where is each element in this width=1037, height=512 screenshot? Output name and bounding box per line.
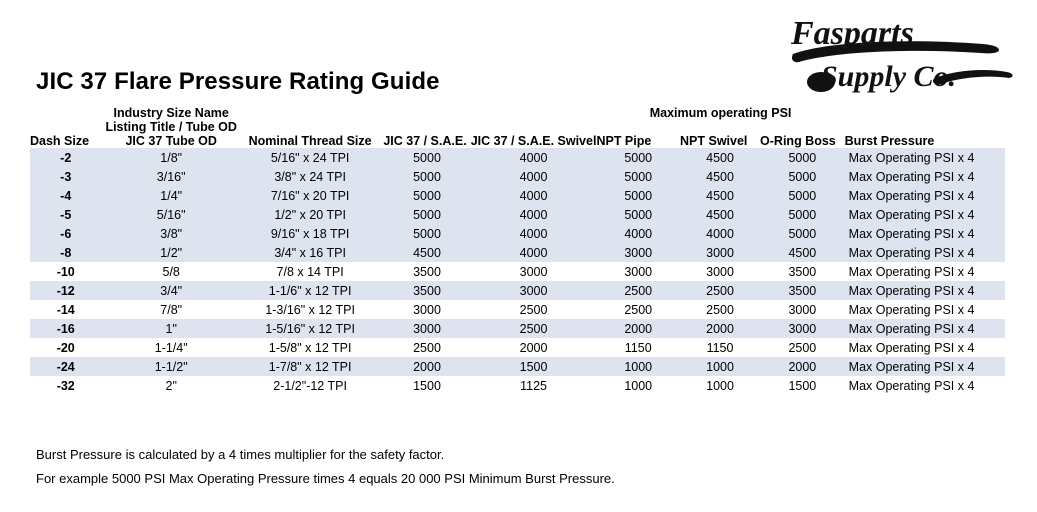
table-row (30, 357, 1005, 376)
cell-npt-swivel: 1000 (706, 378, 734, 393)
cell-thread: 7/16" x 20 TPI (237, 186, 383, 205)
listing-title-tube-od-label: Listing Title / Tube OD (105, 120, 237, 134)
col-header-npt-swivel: NPT Swivel (680, 134, 748, 148)
cell-thread: 1-3/16" x 12 TPI (265, 302, 355, 317)
cell-tube-od: 1/2" (105, 243, 236, 262)
cell-sae: 5000 (383, 224, 470, 243)
cell-burst: Max Operating PSI x 4 (845, 186, 1005, 205)
cell-tube-od: 5/8 (162, 264, 180, 279)
spacer-cell (760, 120, 845, 134)
cell-npt: 1000 (596, 357, 680, 376)
cell-npt-swivel: 4500 (680, 205, 760, 224)
logo-artwork (785, 8, 1015, 100)
cell-dash-size: -6 (30, 224, 105, 243)
table-body (30, 148, 1005, 395)
header-column-row (30, 134, 1005, 148)
max-operating-psi-label: Maximum operating PSI (649, 106, 792, 120)
cell-sae: 3500 (413, 264, 441, 279)
cell-sae-swivel: 2500 (471, 319, 597, 338)
cell-npt-swivel: 1150 (706, 340, 734, 355)
cell-dash-size: -4 (30, 186, 105, 205)
table-row (30, 376, 1005, 395)
cell-thread: 9/16" x 18 TPI (237, 224, 383, 243)
cell-sae-swivel: 4000 (471, 205, 597, 224)
cell-npt: 3000 (624, 264, 653, 279)
cell-burst: Max Operating PSI x 4 (848, 340, 975, 355)
col-header-npt-pipe: NPT Pipe (596, 134, 652, 148)
cell-burst: Max Operating PSI x 4 (845, 319, 1005, 338)
cell-dash-size: -3 (30, 167, 105, 186)
cell-sae: 3500 (383, 281, 470, 300)
spacer-cell (383, 106, 470, 120)
cell-oring: 5000 (760, 167, 845, 186)
spacer-cell (680, 120, 760, 134)
cell-npt-swivel: 1000 (680, 357, 760, 376)
cell-thread: 2-1/2"-12 TPI (273, 378, 347, 393)
cell-dash-size: -32 (56, 378, 75, 393)
cell-burst: Max Operating PSI x 4 (845, 281, 1005, 300)
cell-sae-swivel: 4000 (471, 224, 597, 243)
table-row (30, 186, 1005, 205)
table-row (30, 281, 1005, 300)
spacer-cell (30, 120, 105, 134)
cell-npt-swivel: 3000 (706, 264, 734, 279)
cell-burst: Max Operating PSI x 4 (845, 148, 1005, 167)
note-line-2: For example 5000 PSI Max Operating Pressure times 4 equals 20 000 PSI Minimum Burst Pressure. (36, 471, 615, 486)
spacer-cell (845, 106, 1005, 120)
table-row (30, 167, 1005, 186)
col-header-o-ring-boss: O-Ring Boss (760, 134, 836, 148)
cell-oring: 2500 (788, 340, 817, 355)
cell-sae-swivel: 4000 (471, 243, 597, 262)
pressure-rating-table (30, 106, 1005, 395)
cell-thread: 1-5/8" x 12 TPI (268, 340, 352, 355)
cell-sae: 2000 (383, 357, 470, 376)
cell-oring: 5000 (760, 148, 845, 167)
cell-npt: 5000 (596, 205, 680, 224)
cell-oring: 2000 (760, 357, 845, 376)
table-row (30, 338, 1005, 357)
cell-sae-swivel: 4000 (471, 186, 597, 205)
cell-tube-od: 3/4" (105, 281, 236, 300)
fasparts-logo (785, 8, 1015, 100)
cell-npt-swivel: 2000 (680, 319, 760, 338)
cell-dash-size: -5 (30, 205, 105, 224)
cell-dash-size: -14 (56, 302, 75, 317)
cell-sae: 3000 (383, 319, 470, 338)
col-header-dash-size: Dash Size (30, 134, 90, 148)
cell-sae: 1500 (413, 378, 441, 393)
cell-dash-size: -8 (30, 243, 105, 262)
col-header-nominal-thread-size: Nominal Thread Size (248, 134, 372, 148)
cell-sae-swivel: 4000 (471, 148, 597, 167)
cell-sae-swivel: 2000 (519, 340, 548, 355)
footer-notes (36, 443, 615, 491)
cell-sae: 5000 (383, 148, 470, 167)
cell-npt: 2500 (596, 281, 680, 300)
cell-thread: 1-5/16" x 12 TPI (237, 319, 383, 338)
spacer-cell (596, 120, 680, 134)
cell-npt-swivel: 4000 (680, 224, 760, 243)
cell-dash-size: -20 (56, 340, 75, 355)
cell-thread: 3/4" x 16 TPI (237, 243, 383, 262)
cell-thread: 3/8" x 24 TPI (237, 167, 383, 186)
spacer-cell (237, 106, 383, 120)
header-group-row-1 (30, 106, 1005, 120)
cell-sae: 3000 (413, 302, 441, 317)
cell-burst: Max Operating PSI x 4 (848, 378, 975, 393)
page-title: JIC 37 Flare Pressure Rating Guide (36, 68, 440, 95)
cell-npt: 2000 (596, 319, 680, 338)
cell-npt: 1150 (624, 340, 652, 355)
cell-sae-swivel: 2500 (519, 302, 548, 317)
cell-tube-od: 7/8" (160, 302, 183, 317)
cell-npt-swivel: 4500 (680, 148, 760, 167)
industry-size-name-label: Industry Size Name (113, 106, 229, 120)
cell-sae-swivel: 3000 (519, 264, 548, 279)
col-header-jic-sae: JIC 37 / S.A.E. (383, 134, 467, 148)
spacer-cell (471, 120, 597, 134)
cell-thread: 5/16" x 24 TPI (237, 148, 383, 167)
col-header-burst-pressure: Burst Pressure (844, 134, 935, 148)
cell-oring: 5000 (760, 205, 845, 224)
table-row (30, 300, 1005, 319)
table-header (30, 106, 1005, 148)
cell-sae-swivel: 1125 (520, 378, 548, 393)
cell-npt: 5000 (596, 186, 680, 205)
cell-oring: 3000 (788, 302, 817, 317)
cell-tube-od: 1-1/2" (105, 357, 236, 376)
table-row (30, 262, 1005, 281)
cell-oring: 4500 (760, 243, 845, 262)
cell-npt: 2500 (624, 302, 653, 317)
cell-burst: Max Operating PSI x 4 (845, 243, 1005, 262)
cell-thread: 1-7/8" x 12 TPI (237, 357, 383, 376)
col-header-jic-sae-swivel: JIC 37 / S.A.E. Swivel (470, 134, 597, 148)
cell-sae-swivel: 4000 (471, 167, 597, 186)
cell-sae-swivel: 3000 (471, 281, 597, 300)
cell-npt-swivel: 4500 (680, 167, 760, 186)
table-row (30, 243, 1005, 262)
cell-tube-od: 5/16" (105, 205, 236, 224)
cell-sae: 4500 (383, 243, 470, 262)
cell-oring: 3500 (788, 264, 817, 279)
cell-tube-od: 1-1/4" (154, 340, 188, 355)
cell-tube-od: 1" (105, 319, 236, 338)
cell-thread: 7/8 x 14 TPI (276, 264, 344, 279)
logo-text-line2: Supply Co. (821, 60, 957, 93)
cell-dash-size: -24 (30, 357, 105, 376)
cell-npt: 1000 (624, 378, 653, 393)
spacer-cell (845, 120, 1005, 134)
cell-sae: 2500 (413, 340, 441, 355)
cell-dash-size: -12 (30, 281, 105, 300)
cell-sae: 5000 (383, 205, 470, 224)
cell-thread: 1/2" x 20 TPI (237, 205, 383, 224)
cell-npt-swivel: 2500 (706, 302, 734, 317)
cell-burst: Max Operating PSI x 4 (848, 302, 975, 317)
cell-tube-od: 3/8" (105, 224, 236, 243)
logo-text-line1: Fasparts (791, 15, 914, 52)
cell-tube-od: 2" (165, 378, 177, 393)
cell-npt-swivel: 2500 (680, 281, 760, 300)
cell-burst: Max Operating PSI x 4 (845, 167, 1005, 186)
cell-thread: 1-1/6" x 12 TPI (237, 281, 383, 300)
spacer-cell (383, 120, 470, 134)
table-row (30, 205, 1005, 224)
cell-sae: 5000 (383, 186, 470, 205)
note-line-1: Burst Pressure is calculated by a 4 times multiplier for the safety factor. (36, 447, 445, 462)
cell-oring: 5000 (760, 224, 845, 243)
cell-burst: Max Operating PSI x 4 (845, 205, 1005, 224)
cell-burst: Max Operating PSI x 4 (845, 357, 1005, 376)
cell-sae-swivel: 1500 (471, 357, 597, 376)
cell-npt-swivel: 3000 (680, 243, 760, 262)
cell-tube-od: 3/16" (105, 167, 236, 186)
cell-oring: 5000 (760, 186, 845, 205)
table-row (30, 224, 1005, 243)
cell-tube-od: 1/4" (105, 186, 236, 205)
cell-sae: 5000 (383, 167, 470, 186)
spacer-cell (471, 106, 597, 120)
cell-npt: 5000 (596, 148, 680, 167)
col-header-tube-od: JIC 37 Tube OD (125, 134, 217, 148)
cell-dash-size: -16 (30, 319, 105, 338)
table-row (30, 148, 1005, 167)
spacer-cell (237, 120, 383, 134)
cell-npt: 5000 (596, 167, 680, 186)
spacer-cell (30, 106, 105, 120)
cell-burst: Max Operating PSI x 4 (848, 264, 975, 279)
cell-oring: 3000 (760, 319, 845, 338)
header-group-row-2 (30, 120, 1005, 134)
cell-burst: Max Operating PSI x 4 (845, 224, 1005, 243)
cell-tube-od: 1/8" (105, 148, 236, 167)
rating-table-wrap (30, 106, 1005, 395)
cell-npt-swivel: 4500 (680, 186, 760, 205)
cell-oring: 3500 (760, 281, 845, 300)
cell-npt: 3000 (596, 243, 680, 262)
table-row (30, 319, 1005, 338)
cell-dash-size: -10 (56, 264, 75, 279)
cell-dash-size: -2 (30, 148, 105, 167)
cell-npt: 4000 (596, 224, 680, 243)
cell-oring: 1500 (788, 378, 817, 393)
